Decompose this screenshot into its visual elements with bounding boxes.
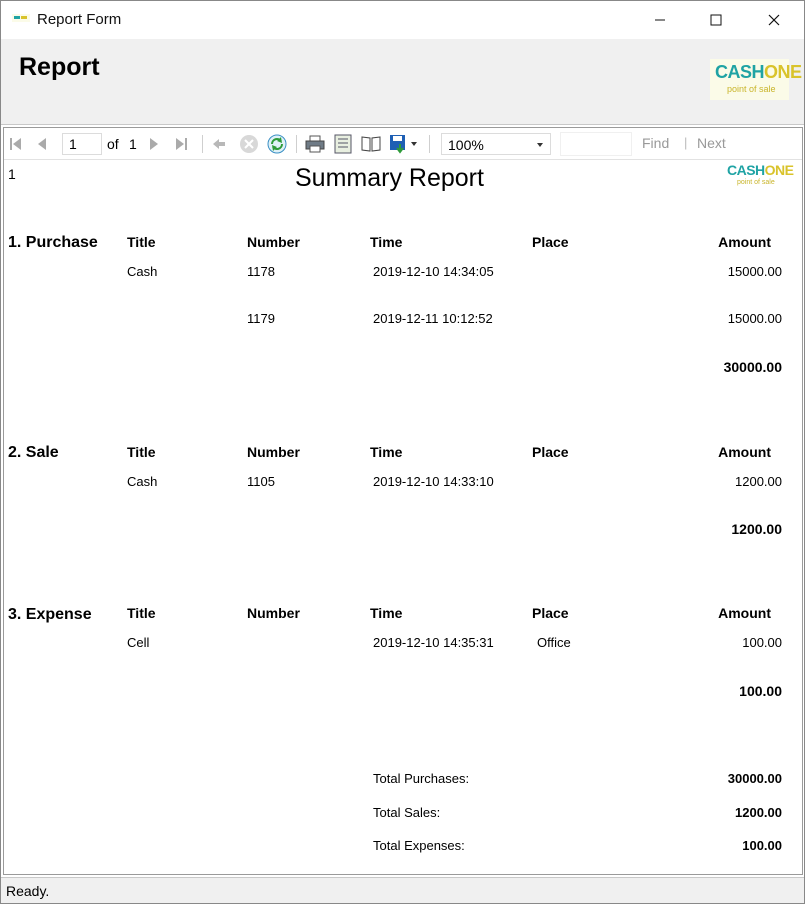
report-viewer — [3, 127, 803, 875]
col-header-place: Place — [532, 444, 569, 460]
report-toolbar — [4, 128, 802, 160]
print-icon — [305, 134, 325, 154]
cashone-logo — [710, 59, 802, 100]
row-title: Cash — [127, 474, 158, 489]
col-header-time: Time — [370, 605, 403, 621]
col-header-number: Number — [247, 444, 300, 460]
logo-text — [715, 62, 802, 83]
report-logo-tagline: point of sale — [737, 179, 775, 186]
col-header-amount: Amount — [718, 234, 771, 250]
total-expenses-value: 100.00 — [742, 838, 782, 853]
report-logo-brand-a: CASH — [727, 162, 765, 178]
zoom-value: 100% — [448, 137, 484, 153]
logo-tagline: point of sale — [727, 84, 776, 94]
col-header-amount: Amount — [718, 444, 771, 460]
report-page — [4, 160, 802, 874]
row-number: 1179 — [247, 311, 275, 326]
section-title: 2. Sale — [8, 444, 59, 461]
row-time: 2019-12-10 14:35:31 — [373, 635, 494, 650]
section-title: 3. Expense — [8, 606, 92, 623]
page-number-input[interactable]: 1 — [62, 133, 102, 155]
row-amount: 1200.00 — [735, 474, 782, 489]
report-title: Summary Report — [295, 164, 484, 192]
page-setup-icon — [361, 135, 381, 153]
toolbar-divider — [202, 135, 203, 153]
col-header-number: Number — [247, 605, 300, 621]
row-time: 2019-12-11 10:12:52 — [373, 311, 493, 326]
find-button[interactable]: Find — [642, 135, 670, 151]
next-page-button[interactable] — [146, 134, 162, 154]
row-amount: 100.00 — [742, 635, 782, 650]
total-sales-value: 1200.00 — [735, 805, 782, 820]
report-logo — [723, 162, 794, 190]
report-logo-brand-b: ONE — [764, 162, 794, 178]
logo-brand-a: CASH — [715, 62, 765, 82]
refresh-button[interactable] — [266, 134, 288, 154]
col-header-place: Place — [532, 234, 569, 250]
export-button[interactable] — [388, 134, 420, 154]
zoom-select[interactable] — [441, 133, 551, 155]
page-setup-button[interactable] — [360, 134, 382, 154]
of-label: of — [107, 136, 119, 152]
col-header-title: Title — [127, 444, 156, 460]
stop-icon — [239, 134, 259, 154]
last-page-button[interactable] — [172, 134, 190, 154]
prev-page-icon — [36, 136, 48, 152]
report-logo-text — [727, 162, 794, 178]
chevron-down-icon — [537, 143, 543, 147]
logo-brand-b: ONE — [764, 62, 802, 82]
print-layout-icon — [334, 134, 352, 154]
row-number: 1105 — [247, 474, 275, 489]
header-panel — [1, 39, 804, 125]
col-header-amount: Amount — [718, 605, 771, 621]
col-header-time: Time — [370, 444, 403, 460]
find-input[interactable] — [560, 132, 632, 156]
row-place: Office — [537, 635, 571, 650]
toolbar-divider — [296, 135, 297, 153]
col-header-number: Number — [247, 234, 300, 250]
total-expenses-label: Total Expenses: — [373, 838, 465, 853]
row-title: Cash — [127, 264, 158, 279]
last-page-icon — [174, 136, 188, 152]
refresh-icon — [267, 134, 287, 154]
first-page-icon — [9, 136, 23, 152]
window-title: Report Form — [37, 11, 122, 28]
col-header-time: Time — [370, 234, 403, 250]
app-icon — [12, 13, 30, 23]
total-sales-label: Total Sales: — [373, 805, 441, 820]
first-page-button[interactable] — [8, 134, 24, 154]
toolbar-divider — [429, 135, 430, 153]
stop-button[interactable] — [238, 134, 260, 154]
maximize-button[interactable] — [687, 1, 745, 39]
section-subtotal: 100.00 — [739, 683, 782, 699]
total-purchases-label: Total Purchases: — [373, 771, 470, 786]
minimize-button[interactable] — [631, 1, 689, 39]
total-purchases-value: 30000.00 — [727, 771, 782, 786]
maximize-icon — [710, 14, 722, 26]
close-icon — [768, 14, 780, 26]
status-bar — [1, 877, 804, 903]
back-button[interactable] — [210, 134, 228, 154]
page-title: Report — [19, 53, 100, 81]
row-time: 2019-12-10 14:34:05 — [373, 264, 494, 279]
row-title: Cell — [127, 635, 150, 650]
find-separator: | — [684, 135, 688, 150]
row-amount: 15000.00 — [727, 311, 782, 326]
prev-page-button[interactable] — [34, 134, 50, 154]
row-amount: 15000.00 — [727, 264, 782, 279]
minimize-icon — [654, 14, 666, 26]
page-total: 1 — [129, 136, 137, 152]
find-next-button[interactable]: Next — [697, 135, 726, 151]
status-text: Ready. — [6, 883, 50, 899]
title-bar — [1, 1, 804, 39]
export-icon — [389, 134, 419, 154]
section-subtotal: 1200.00 — [731, 521, 782, 537]
close-button[interactable] — [745, 1, 803, 39]
next-page-icon — [148, 136, 160, 152]
col-header-title: Title — [127, 234, 156, 250]
row-number: 1178 — [247, 264, 275, 279]
print-button[interactable] — [304, 134, 326, 154]
print-layout-button[interactable] — [332, 134, 354, 154]
col-header-title: Title — [127, 605, 156, 621]
row-time: 2019-12-10 14:33:10 — [373, 474, 494, 489]
section-title: 1. Purchase — [8, 234, 98, 251]
section-subtotal: 30000.00 — [723, 359, 782, 375]
report-page-number: 1 — [8, 166, 16, 182]
col-header-place: Place — [532, 605, 569, 621]
back-icon — [212, 138, 226, 150]
